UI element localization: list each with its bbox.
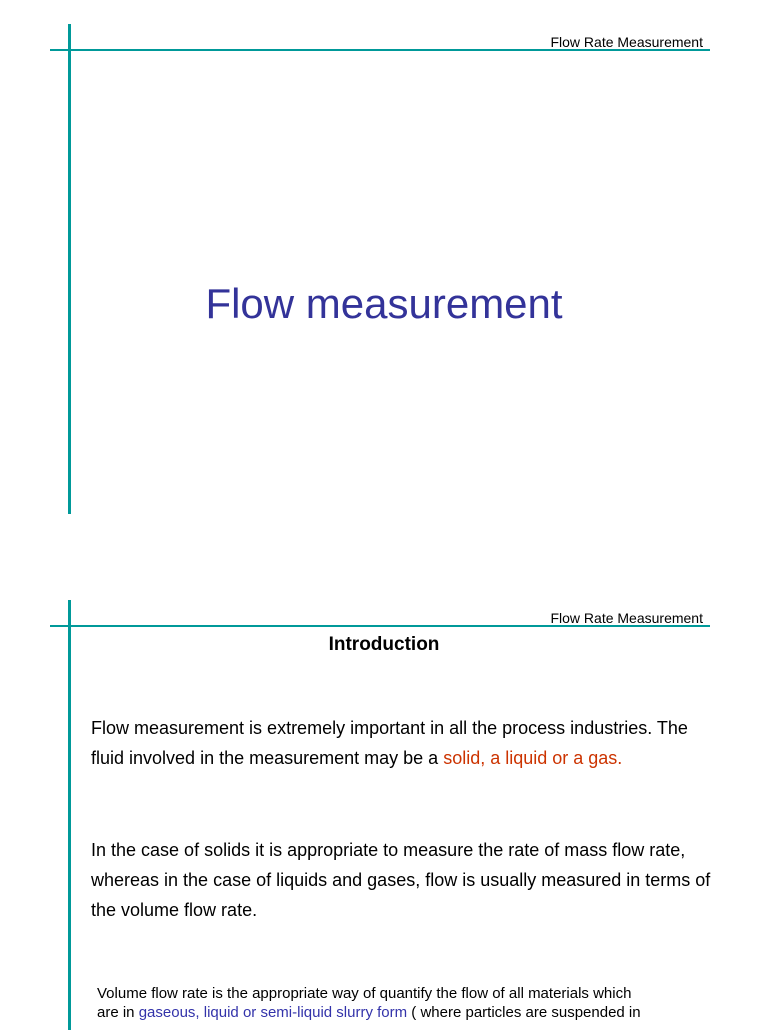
- paragraph-solids: In the case of solids it is appropriate to measure the rate of mass flow rate, whereas in the case of liquids and gases, flow is usually measured in terms of the volume flow rate.: [91, 840, 711, 920]
- vertical-rule: [68, 600, 71, 1030]
- paragraph-text: Flow measurement is extremely important in all the process industries. The fluid involved in the measurement may be a: [91, 718, 688, 768]
- vertical-rule: [68, 24, 71, 514]
- slide-title: Flow measurement: [205, 280, 563, 327]
- header-label: Flow Rate Measurement: [550, 610, 703, 626]
- paragraph-intro: [91, 713, 711, 773]
- slide-2: [0, 580, 768, 1024]
- volume-flow-note: [97, 984, 737, 1022]
- note-text: are in: [97, 1004, 139, 1021]
- header-label: Flow Rate Measurement: [550, 34, 703, 50]
- note-text: ( where particles are suspended in: [407, 1004, 641, 1021]
- note-line-1: Volume flow rate is the appropriate way of quantify the flow of all materials which: [97, 985, 632, 1002]
- section-heading: Introduction: [328, 634, 440, 655]
- note-line-2: [97, 1003, 737, 1022]
- highlighted-phrase: gaseous, liquid or semi-liquid slurry form: [138, 1004, 408, 1021]
- highlighted-phrase: solid, a liquid or a gas.: [443, 748, 623, 768]
